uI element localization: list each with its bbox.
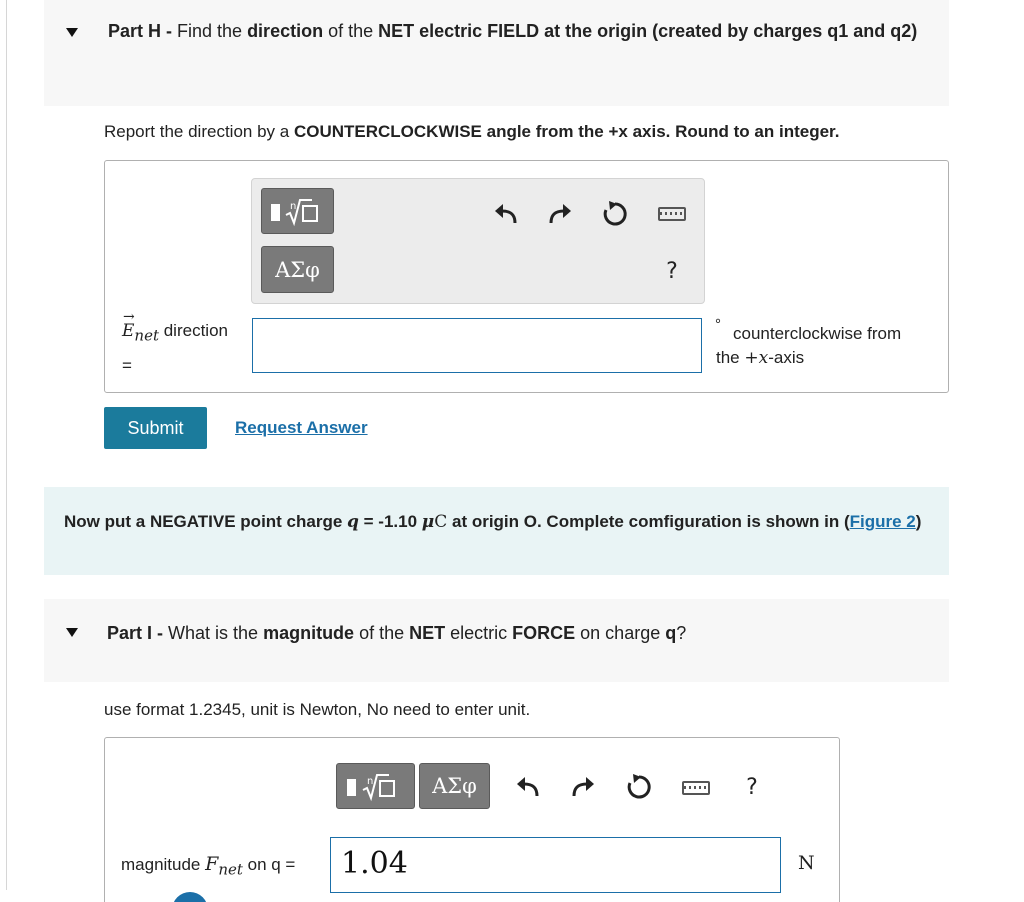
left-border <box>6 0 7 890</box>
unit-line-1: counterclockwise from <box>733 324 902 343</box>
title-bold: magnitude <box>263 623 355 643</box>
redo-icon[interactable] <box>568 772 598 802</box>
part-h-answer-box <box>104 160 949 393</box>
unit-text: the <box>716 348 745 367</box>
svg-text:n: n <box>289 201 296 212</box>
title-bold: NET <box>409 623 446 643</box>
title-text: ? <box>676 623 687 643</box>
coulomb-symbol: C <box>434 512 448 532</box>
submit-button[interactable]: Submit <box>104 407 207 449</box>
math-toolbar <box>251 178 705 304</box>
unit-line-2 <box>716 348 804 368</box>
magnitude-input[interactable]: 1.04 <box>330 837 781 893</box>
greek-symbols-button[interactable]: ΑΣφ <box>261 246 334 293</box>
title-bold: q <box>665 623 677 643</box>
fraction-root-template-icon <box>268 195 328 227</box>
title-text: on charge <box>575 623 666 643</box>
undo-icon[interactable] <box>491 199 521 229</box>
part-h-header[interactable] <box>44 0 949 106</box>
part-h-prefix: Part H - <box>108 21 178 41</box>
info-text-part: at origin O. Complete comfiguration is shown in ( <box>447 512 850 531</box>
collapse-triangle-icon[interactable] <box>66 628 78 637</box>
q-symbol: q <box>347 512 359 532</box>
unit-text: -axis <box>768 348 805 367</box>
title-bold: NET electric FIELD at the origin (created by charges q1 and q2) <box>378 21 918 41</box>
keyboard-icon[interactable] <box>655 204 689 224</box>
info-panel <box>44 487 949 575</box>
on-q-text: on q = <box>242 855 296 874</box>
part-i-title <box>107 621 686 646</box>
info-text-part: ) <box>915 512 922 531</box>
help-button[interactable]: ? <box>666 258 678 284</box>
magnitude-text: magnitude <box>121 855 206 874</box>
part-i-prefix: Part I - <box>107 623 169 643</box>
equals-sign: = <box>122 356 132 375</box>
instruction-bold: COUNTERCLOCKWISE angle from the +x axis. Round to an integer. <box>293 122 840 141</box>
keyboard-glyph <box>658 207 686 221</box>
net-subscript: net <box>218 860 243 879</box>
fraction-root-template-icon <box>343 770 409 802</box>
info-text-part: = -1.10 <box>358 512 422 531</box>
part-h-title <box>64 19 944 44</box>
part-h-instruction <box>104 122 839 142</box>
e-letter: E <box>122 321 135 341</box>
newton-unit: N <box>798 852 815 874</box>
template-button[interactable] <box>261 188 334 234</box>
direction-text: direction <box>159 321 228 340</box>
plus-x-symbol: +x <box>744 348 769 368</box>
degree-symbol: ° <box>715 316 721 333</box>
direction-input[interactable] <box>252 318 702 373</box>
request-answer-link[interactable]: Request Answer <box>235 418 368 437</box>
title-text: of the <box>354 623 410 643</box>
instruction-text: Report the direction by a <box>104 122 294 141</box>
info-text-part: Now put a NEGATIVE point charge <box>64 512 348 531</box>
figure-2-link[interactable]: Figure 2 <box>849 512 916 531</box>
greek-symbols-button[interactable]: ΑΣφ <box>419 763 490 809</box>
e-vector-symbol <box>122 309 135 341</box>
part-i-answer-box <box>104 737 840 902</box>
net-subscript: net <box>134 326 159 345</box>
title-text: of the <box>323 21 379 41</box>
undo-icon[interactable] <box>513 772 543 802</box>
title-bold: FORCE <box>512 623 576 643</box>
title-bold: direction <box>247 21 324 41</box>
f-symbol: F <box>205 853 219 875</box>
part-i-instruction: use format 1.2345, unit is Newton, No need to enter unit. <box>104 700 531 719</box>
help-button[interactable]: ? <box>746 774 758 800</box>
info-text <box>64 510 934 534</box>
reset-icon[interactable] <box>623 771 655 803</box>
vector-arrow: → <box>123 309 135 325</box>
keyboard-glyph <box>682 781 710 795</box>
redo-icon[interactable] <box>545 199 575 229</box>
svg-text:n: n <box>366 776 373 787</box>
e-net-direction-label <box>122 309 228 345</box>
keyboard-icon[interactable] <box>679 778 713 798</box>
part-i-header[interactable] <box>44 599 949 682</box>
title-text: What is the <box>168 623 264 643</box>
title-text: electric <box>445 623 513 643</box>
magnitude-label <box>121 853 295 878</box>
reset-icon[interactable] <box>599 198 631 230</box>
mu-symbol: μ <box>421 512 435 532</box>
title-text: Find the <box>177 21 248 41</box>
template-button[interactable] <box>336 763 415 809</box>
